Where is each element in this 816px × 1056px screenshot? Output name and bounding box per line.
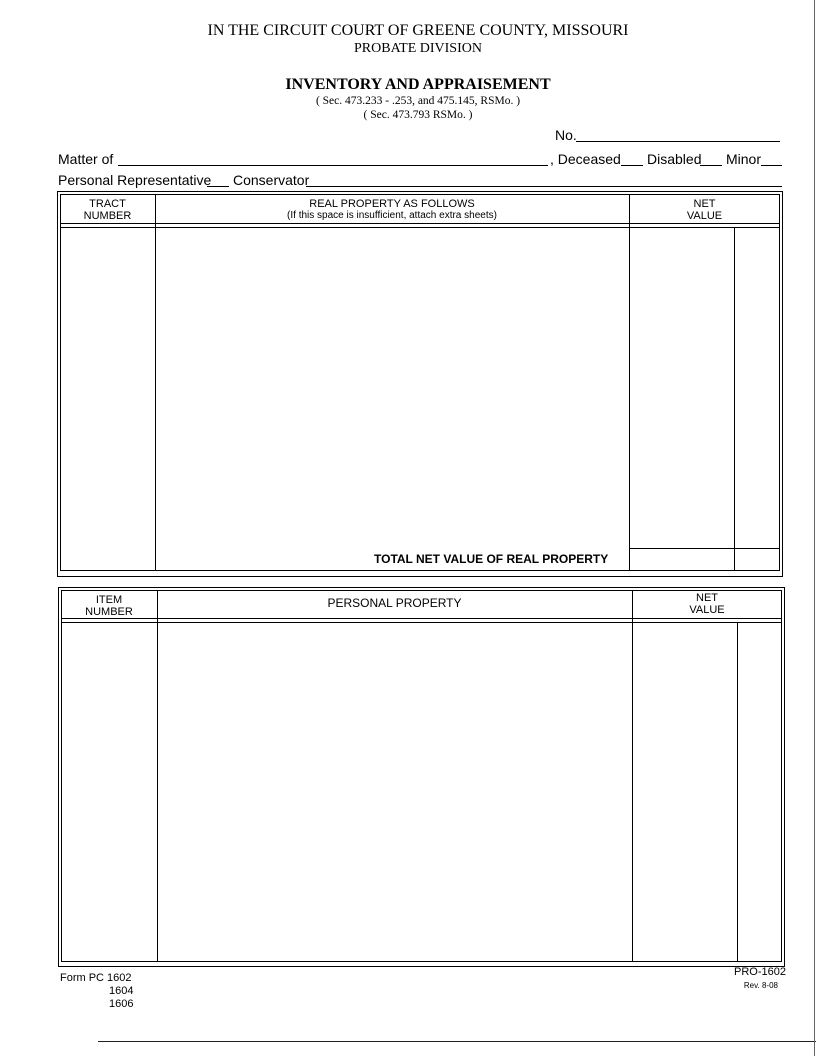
court-name: IN THE CIRCUIT COURT OF GREENE COUNTY, MISSOURI	[207, 22, 629, 39]
real-property-cents-divider	[734, 227, 735, 571]
real-property-header-line1: REAL PROPERTY AS FOLLOWS	[309, 198, 475, 210]
personal-representative-label: Personal Representative	[58, 172, 212, 188]
personal-property-cents-divider	[737, 622, 738, 962]
personal-property-header-divider	[61, 618, 782, 619]
statute-citation-1: ( Sec. 473.233 - .253, and 475.145, RSMo. )	[315, 95, 521, 107]
real-net-header-line1: NET	[693, 198, 716, 210]
minor-label: Minor	[726, 151, 762, 167]
statute-citation-2: ( Sec. 473.793 RSMo. )	[363, 109, 473, 121]
real-property-col-divider-1	[155, 194, 156, 571]
real-net-value-header	[629, 198, 780, 222]
personal-net-header-line2: VALUE	[689, 604, 725, 616]
matter-of-label: Matter of	[58, 151, 114, 167]
pro-form-code: PRO-1602	[734, 966, 786, 978]
disabled-label: Disabled	[647, 151, 702, 167]
tract-header-line1: TRACT	[89, 198, 126, 210]
form-number-3: 1606	[109, 998, 134, 1010]
item-header-line1: ITEM	[95, 594, 123, 606]
real-property-description-header	[155, 198, 629, 222]
form-number-2: 1604	[109, 985, 134, 997]
form-title: INVENTORY AND APPRAISEMENT	[285, 76, 551, 93]
real-property-total-line	[629, 548, 780, 549]
case-number-field[interactable]	[576, 141, 780, 142]
real-property-table-inner	[60, 194, 780, 571]
item-header-line2: NUMBER	[85, 606, 133, 618]
matter-of-field[interactable]	[118, 165, 548, 166]
total-real-property-label: TOTAL NET VALUE OF REAL PROPERTY	[374, 552, 609, 566]
personal-net-value-header	[632, 592, 782, 616]
real-property-header-line2: (If this space is insufficient, attach extra sheets)	[287, 210, 497, 221]
deceased-label: , Deceased	[550, 151, 621, 167]
deceased-check-field[interactable]	[621, 165, 643, 166]
item-number-header	[61, 594, 157, 618]
conservator-field[interactable]	[306, 186, 782, 187]
real-property-header-divider	[60, 223, 780, 224]
personal-net-header-line1: NET	[696, 592, 718, 604]
personal-property-col-divider-2	[632, 590, 633, 962]
page-bottom-rule	[98, 1041, 816, 1042]
tract-header-line2: NUMBER	[83, 210, 132, 222]
personal-property-header-divider-2	[61, 622, 782, 623]
page-right-edge	[814, 0, 815, 1056]
real-net-header-line2: VALUE	[686, 210, 723, 222]
personal-property-table-inner	[61, 590, 782, 962]
personal-representative-check-field[interactable]	[207, 186, 229, 187]
tract-number-header	[60, 198, 155, 222]
conservator-label: Conservator	[233, 172, 310, 188]
case-number-label: No.	[555, 127, 577, 143]
personal-property-description-header: PERSONAL PROPERTY	[327, 596, 462, 610]
form-numbers	[60, 972, 133, 1011]
real-property-header-divider-2	[60, 227, 780, 228]
revision-date: Rev. 8-08	[743, 981, 778, 990]
disabled-check-field[interactable]	[700, 165, 722, 166]
personal-property-col-divider-1	[157, 590, 158, 962]
minor-check-field[interactable]	[761, 165, 782, 166]
real-property-col-divider-2	[629, 194, 630, 571]
division-name: PROBATE DIVISION	[354, 41, 482, 56]
form-number-1: Form PC 1602	[60, 972, 132, 984]
